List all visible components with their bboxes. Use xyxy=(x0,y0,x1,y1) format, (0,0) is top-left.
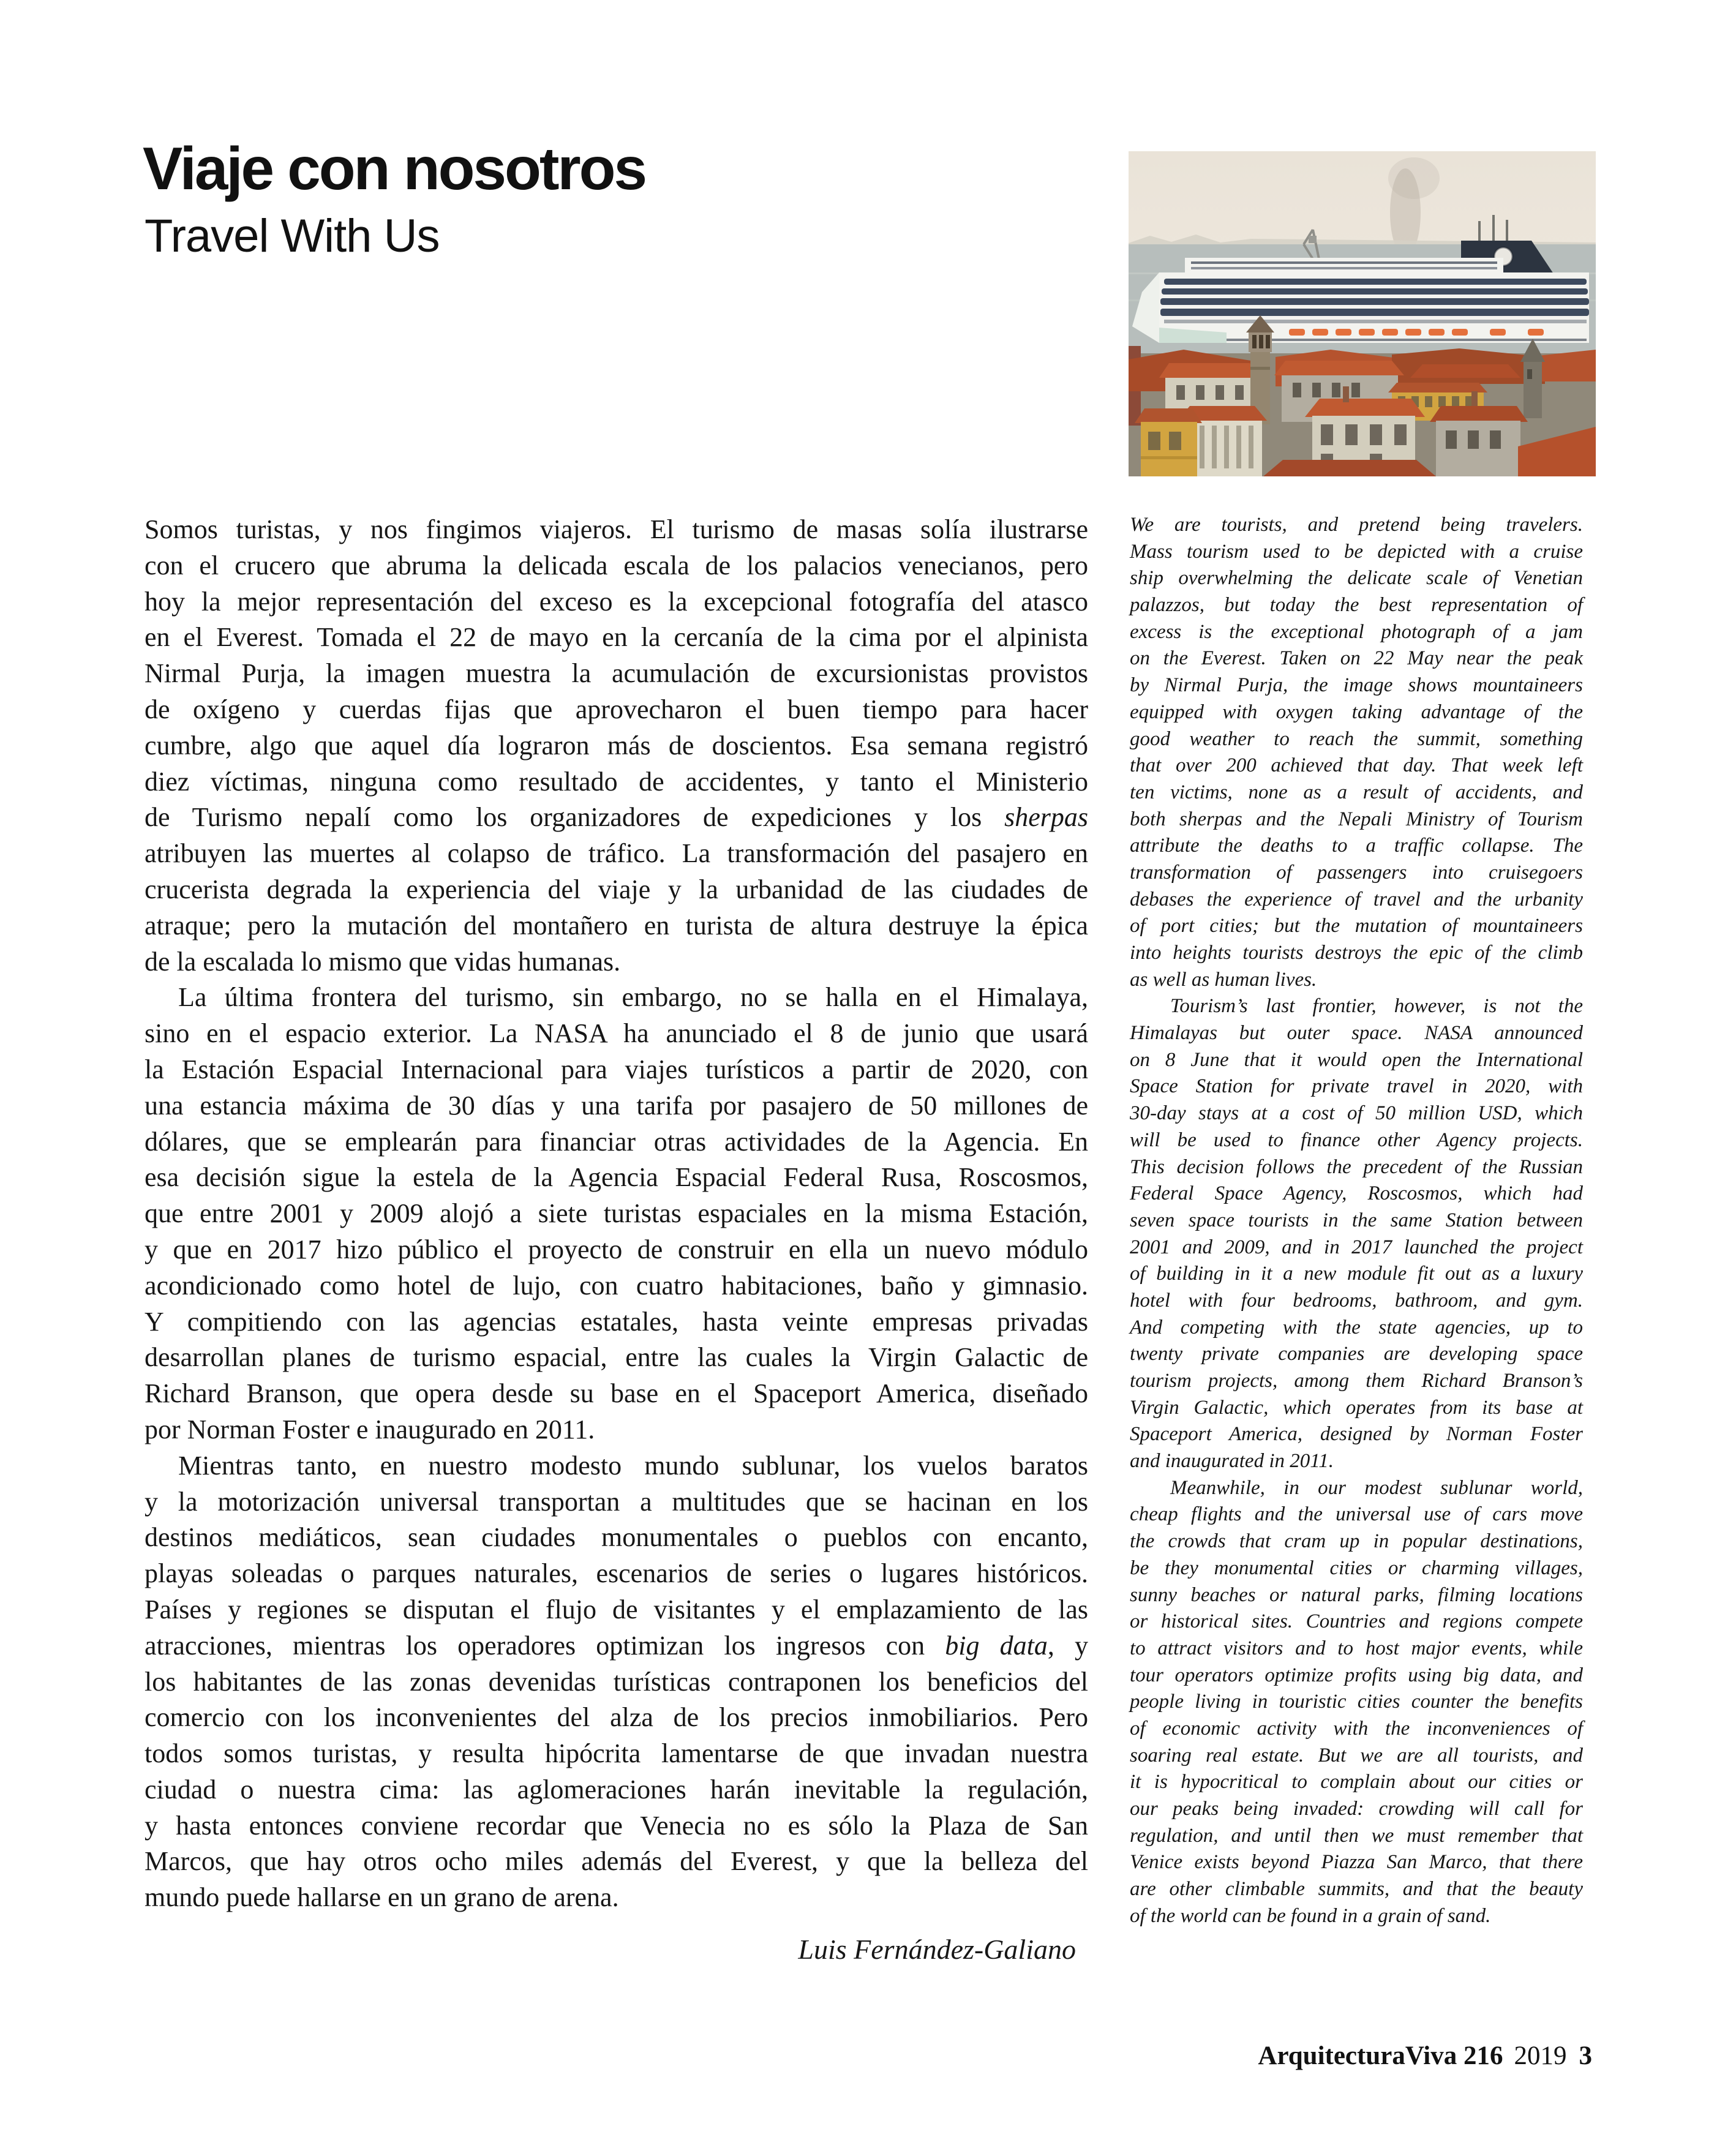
text-line: La última frontera del turismo, sin embargo, no se halla en el Himalaya, xyxy=(178,982,1088,1013)
text-line: the crowds that cram up in popular destinations, xyxy=(1130,1530,1583,1553)
text-line: tour operators optimize profits using big data, and xyxy=(1130,1664,1583,1686)
text-line: de oxígeno y cuerdas fijas que aprovecharon el buen tiempo para hacer xyxy=(145,694,1088,724)
text-line: y hasta entonces conviene recordar que Venecia no es sólo la Plaza de San xyxy=(145,1810,1088,1841)
text-line: and inaugurated in 2011. xyxy=(1130,1450,1334,1473)
text-line: diez víctimas, ninguna como resultado de accidentes, y tanto el Ministerio xyxy=(145,766,1088,797)
text-line: hoy la mejor representación del exceso es la excepcional fotografía del atasco xyxy=(145,586,1088,617)
text-line: on the Everest. Taken on 22 May near the peak xyxy=(1130,647,1583,670)
text-line: cumbre, algo que aquel día lograron más de doscientos. Esa semana registró xyxy=(145,730,1088,760)
text-line: de la escalada lo mismo que vidas humanas. xyxy=(145,946,621,977)
text-line: Venice exists beyond Piazza San Marco, that there xyxy=(1130,1851,1583,1874)
text-line: con el crucero que abruma la delicada escala de los palacios venecianos, pero xyxy=(145,550,1088,580)
text-line: will be used to finance other Agency projects. xyxy=(1130,1128,1583,1151)
text-line: de Turismo nepalí como los organizadores de expediciones y los sherpas xyxy=(145,802,1088,833)
text-line: Spaceport America, designed by Norman Foster xyxy=(1130,1423,1583,1446)
text-line: crucerista degrada la experiencia del viaje y la urbanidad de las ciudades de xyxy=(145,874,1088,904)
text-line: Federal Space Agency, Roscosmos, which had xyxy=(1130,1182,1583,1205)
text-line: ten victims, none as a result of accidents, and xyxy=(1130,781,1583,803)
text-line: Y compitiendo con las agencias estatales, hasta veinte empresas privadas xyxy=(145,1306,1088,1337)
text-line: twenty private companies are developing space xyxy=(1130,1343,1583,1365)
text-line: Virgin Galactic, which operates from its base at xyxy=(1130,1396,1583,1419)
text-line: atribuyen las muertes al colapso de tráfico. La transformación del pasajero en xyxy=(145,838,1088,869)
text-line: ciudad o nuestra cima: las aglomeraciones harán inevitable la regulación, xyxy=(145,1774,1088,1804)
text-line: as well as human lives. xyxy=(1130,968,1317,991)
text-line: We are tourists, and pretend being travelers. xyxy=(1130,514,1583,536)
text-line: todos somos turistas, y resulta hipócrita lamentarse de que invadan nuestra xyxy=(145,1738,1088,1769)
page-title: Viaje con nosotros xyxy=(143,135,645,202)
text-line: seven space tourists in the same Station between xyxy=(1130,1209,1583,1231)
text-line: palazzos, but today the best representation of xyxy=(1130,594,1583,617)
text-line: comercio con los inconvenientes del alza de los precios inmobiliarios. Pero xyxy=(145,1702,1088,1733)
text-line: Somos turistas, y nos fingimos viajeros. El turismo de masas solía ilustrarse xyxy=(145,514,1088,544)
text-line: que entre 2001 y 2009 alojó a siete turistas espaciales en la misma Estación, xyxy=(145,1198,1088,1229)
text-line: playas soleadas o parques naturales, escenarios de series o lugares históricos. xyxy=(145,1558,1088,1589)
text-line: Marcos, que hay otros ocho miles además del Everest, y que la belleza del xyxy=(145,1846,1088,1877)
text-line: on 8 June that it would open the International xyxy=(1130,1048,1583,1071)
text-line: y la motorización universal transportan a multitudes que se hacinan en los xyxy=(145,1486,1088,1517)
article-spanish-column xyxy=(145,512,1088,1916)
text-line: atraque; pero la mutación del montañero en turista de altura destruye la épica xyxy=(145,910,1088,941)
author-signature: Luis Fernández-Galiano xyxy=(798,1934,1076,1965)
magazine-title-issue: ArquitecturaViva 216 xyxy=(1258,2041,1503,2070)
text-line: by Nirmal Purja, the image shows mountaineers xyxy=(1130,674,1583,697)
text-line: Richard Branson, que opera desde su base en el Spaceport America, diseñado xyxy=(145,1378,1088,1409)
text-line: cheap flights and the universal use of cars move xyxy=(1130,1503,1583,1526)
text-line: Mass tourism used to be depicted with a cruise xyxy=(1130,540,1583,563)
text-line: esa decisión sigue la estela de la Agencia Espacial Federal Rusa, Roscosmos, xyxy=(145,1162,1088,1193)
text-line: And competing with the state agencies, up to xyxy=(1130,1316,1583,1339)
text-line: of port cities; but the mutation of mountaineers xyxy=(1130,915,1583,937)
text-line: attribute the deaths to a traffic collapse. The xyxy=(1130,835,1583,857)
page-subtitle: Travel With Us xyxy=(145,210,440,262)
text-line: or historical sites. Countries and regions compete xyxy=(1130,1610,1583,1633)
text-line: una estancia máxima de 30 días y una tarifa por pasajero de 50 millones de xyxy=(145,1090,1088,1121)
text-line: our peaks being invaded: crowding will call for xyxy=(1130,1798,1583,1820)
text-line: acondicionado como hotel de lujo, con cuatro habitaciones, baño y gimnasio. xyxy=(145,1270,1088,1301)
text-line: los habitantes de las zonas devenidas turísticas contraponen los beneficios del xyxy=(145,1666,1088,1697)
text-line: equipped with oxygen taking advantage of the xyxy=(1130,700,1583,723)
text-line: to attract visitors and to host major events, while xyxy=(1130,1637,1583,1659)
footer-year: 2019 xyxy=(1514,2041,1567,2070)
article-english-column xyxy=(1130,512,1583,1929)
text-line: of building in it a new module fit out as a luxury xyxy=(1130,1263,1583,1285)
text-line: Tourism’s last frontier, however, is not the xyxy=(1170,995,1583,1018)
text-line: atracciones, mientras los operadores optimizan los ingresos con big data, y xyxy=(145,1630,1089,1661)
grey-building-right xyxy=(1430,406,1528,476)
photo-illustration xyxy=(1129,151,1596,476)
text-line: en el Everest. Tomada el 22 de mayo en la cercanía de la cima por el alpinista xyxy=(145,622,1088,653)
text-line: debases the experience of travel and the urbanity xyxy=(1130,888,1583,911)
text-line: Países y regiones se disputan el flujo de visitantes y el emplazamiento de las xyxy=(145,1594,1088,1624)
text-line: This decision follows the precedent of the Russian xyxy=(1130,1155,1583,1178)
chimney xyxy=(1343,386,1349,402)
text-line: are other climbable summits, and that the beauty xyxy=(1130,1878,1583,1901)
text-line: people living in touristic cities counter the benefits xyxy=(1130,1691,1583,1713)
text-line: into heights tourists destroys the epic of the climb xyxy=(1130,942,1583,964)
foreground-roof-center xyxy=(1263,460,1436,476)
text-line: transformation of passengers into cruisegoers xyxy=(1130,861,1583,884)
yellow-house xyxy=(1135,408,1202,476)
venice-cruise-photo xyxy=(1129,151,1596,476)
text-line: both sherpas and the Nepali Ministry of Tourism xyxy=(1130,808,1583,830)
text-line: of the world can be found in a grain of sand. xyxy=(1130,1904,1491,1927)
text-line: y que en 2017 hizo público el proyecto de construir en ella un nuevo módulo xyxy=(145,1234,1088,1264)
text-line: mundo puede hallarse en un grano de arena. xyxy=(145,1882,619,1913)
text-line: 2001 and 2009, and in 2017 launched the project xyxy=(1130,1236,1583,1258)
text-line: that over 200 achieved that day. That week left xyxy=(1130,754,1583,777)
text-line: destinos mediáticos, sean ciudades monumentales o pueblos con encanto, xyxy=(145,1522,1088,1553)
text-line: desarrollan planes de turismo espacial, entre las cuales la Virgin Galactic de xyxy=(145,1342,1088,1373)
text-line: sunny beaches or natural parks, filming locations xyxy=(1130,1583,1583,1606)
text-line: Mientras tanto, en nuestro modesto mundo sublunar, los vuelos baratos xyxy=(178,1450,1088,1481)
text-line: it is hypocritical to complain about our cities or xyxy=(1130,1771,1583,1793)
text-line: dólares, que se emplearán para financiar otras actividades de la Agencia. En xyxy=(145,1126,1088,1157)
text-line: hotel with four bedrooms, bathroom, and gym. xyxy=(1130,1289,1583,1312)
text-line: regulation, and until then we must remember that xyxy=(1130,1824,1583,1847)
text-line: excess is the exceptional photograph of a jam xyxy=(1130,620,1583,643)
text-line: sino en el espacio exterior. La NASA ha anunciado el 8 de junio que usará xyxy=(145,1018,1088,1049)
page-footer xyxy=(145,2040,1592,2072)
text-line: la Estación Espacial Internacional para viajes turísticos a partir de 2020, con xyxy=(145,1054,1088,1084)
page-number: 3 xyxy=(1579,2041,1592,2070)
text-line: 30-day stays at a cost of 50 million USD, which xyxy=(1130,1102,1583,1125)
text-line: good weather to reach the summit, something xyxy=(1130,727,1583,750)
text-line: Space Station for private travel in 2020, with xyxy=(1130,1075,1583,1098)
text-line: por Norman Foster e inaugurado en 2011. xyxy=(145,1414,595,1444)
text-line: Nirmal Purja, la imagen muestra la acumulación de excursionistas provistos xyxy=(145,658,1088,689)
text-line: Himalayas but outer space. NASA announced xyxy=(1130,1022,1583,1045)
text-line: of economic activity with the inconveniences of xyxy=(1130,1717,1583,1740)
text-line: tourism projects, among them Richard Branson’s xyxy=(1130,1370,1583,1392)
text-line: soaring real estate. But we are all tourists, and xyxy=(1130,1744,1583,1767)
text-line: Meanwhile, in our modest sublunar world, xyxy=(1170,1476,1583,1499)
text-line: ship overwhelming the delicate scale of Venetian xyxy=(1130,567,1583,590)
chimney xyxy=(1471,391,1478,406)
text-line: be they monumental cities or charming villages, xyxy=(1130,1557,1583,1579)
